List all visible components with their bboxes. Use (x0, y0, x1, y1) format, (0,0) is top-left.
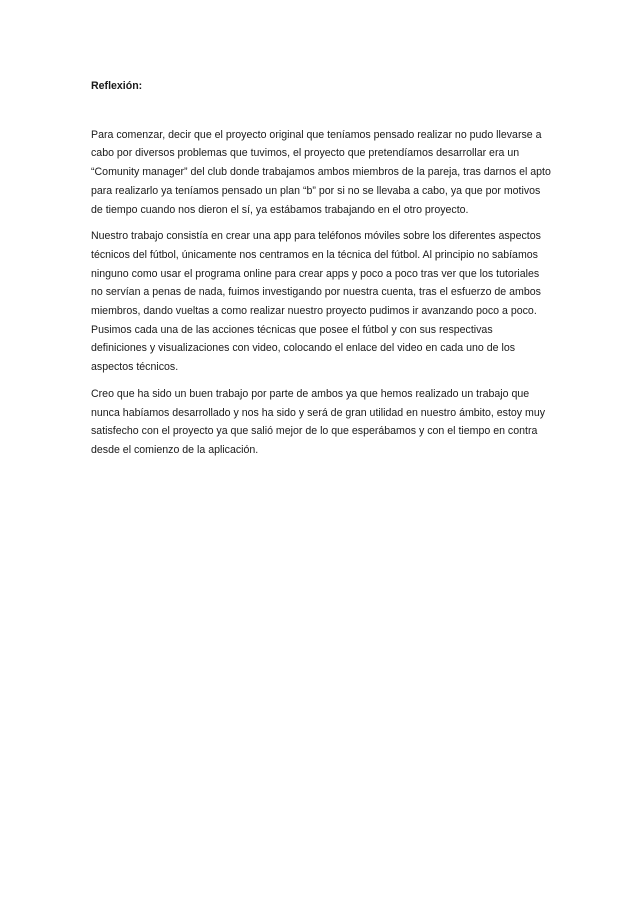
document-heading: Reflexión: (91, 80, 143, 92)
paragraph-work-description: Nuestro trabajo consistía en crear una app para teléfonos móviles sobre los diferentes aspectos técnicos del fútbol, únicamente nos centramos en la técnica del fútbol. Al principio no sabíamos ninguno como usar el programa online para crear apps y poco a poco tras ver que los tutoriales no servían a penas de nada, fuimos investigando por nuestra cuenta, tras el esfuerzo de ambos miembros, dando vueltas a como realizar nuestro proyecto pudimos ir avanzando poco a poco. Pusimos cada una de las acciones técnicas que posee el fútbol y con sus respectivas definiciones y visualizaciones con video, colocando el enlace del video en cada uno de los aspectos técnicos. (91, 230, 541, 374)
paragraph-intro: Para comenzar, decir que el proyecto original que teníamos pensado realizar no pudo llevarse a cabo por diversos problemas que tuvimos, el proyecto que pretendíamos desarrollar era un “Comunity manager” del club donde trabajamos ambos miembros de la pareja, tras darnos el apto para realizarlo ya teníamos pensado un plan “b” por si no se llevaba a cabo, ya que por motivos de tiempo cuando nos dieron el sí, ya estábamos trabajando en el otro proyecto. (91, 128, 551, 216)
document-body (91, 77, 551, 468)
paragraph-conclusion: Creo que ha sido un buen trabajo por parte de ambos ya que hemos realizado un trabajo que nunca habíamos desarrollado y nos ha sido y será de gran utilidad en nuestro ámbito, estoy muy satisfecho con el proyecto ya que salió mejor de lo que esperábamos y con el tiempo en contra desde el comienzo de la aplicación. (91, 387, 546, 456)
